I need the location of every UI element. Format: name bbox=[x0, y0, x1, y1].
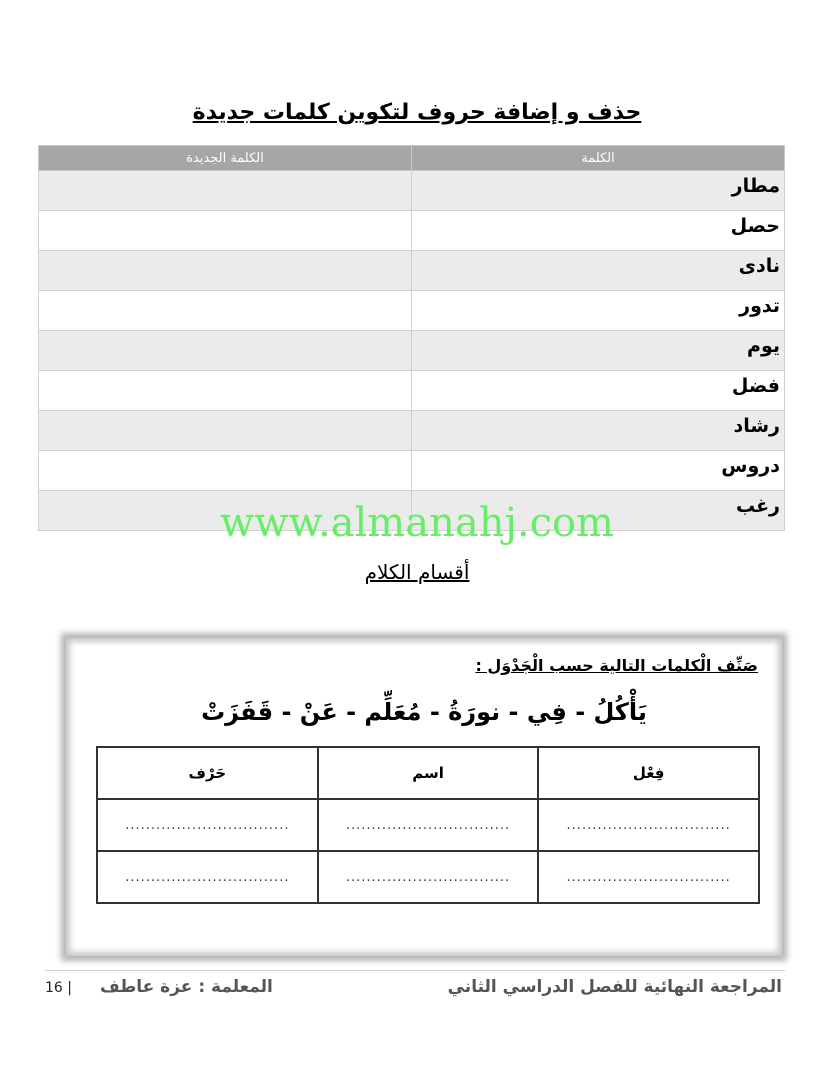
table-row bbox=[39, 331, 785, 371]
blank-cell[interactable]: ................................ bbox=[538, 799, 759, 851]
blank-cell[interactable]: ................................ bbox=[538, 851, 759, 903]
footer-divider bbox=[45, 970, 785, 971]
column-header-noun: اسم bbox=[318, 747, 539, 799]
new-word-cell[interactable] bbox=[39, 291, 412, 331]
word-cell: يوم bbox=[412, 331, 785, 371]
word-cell: دروس bbox=[412, 451, 785, 491]
word-cell: رشاد bbox=[412, 411, 785, 451]
word-cell: مطار bbox=[412, 171, 785, 211]
new-word-cell[interactable] bbox=[39, 251, 412, 291]
column-header-new-word: الكلمة الجديدة bbox=[39, 146, 412, 171]
table-row bbox=[39, 451, 785, 491]
word-cell: رغب bbox=[412, 491, 785, 531]
table-row bbox=[97, 851, 759, 903]
column-header-verb: فِعْل bbox=[538, 747, 759, 799]
new-word-cell[interactable] bbox=[39, 211, 412, 251]
table-row bbox=[39, 211, 785, 251]
footer-review-title: المراجعة النهائية للفصل الدراسي الثاني bbox=[447, 977, 782, 997]
new-word-cell[interactable] bbox=[39, 411, 412, 451]
column-header-letter: حَرْف bbox=[97, 747, 318, 799]
table-row bbox=[97, 799, 759, 851]
blank-cell[interactable]: ................................ bbox=[97, 799, 318, 851]
blank-cell[interactable]: ................................ bbox=[318, 851, 539, 903]
table-row bbox=[39, 411, 785, 451]
section-title-delete-add-letters: حذف و إضافة حروف لتكوين كلمات جديدة bbox=[192, 100, 642, 125]
new-word-cell[interactable] bbox=[39, 331, 412, 371]
exercise-image bbox=[76, 646, 772, 946]
table-row bbox=[39, 171, 785, 211]
classification-table bbox=[96, 746, 760, 904]
table-row bbox=[39, 291, 785, 331]
section-title-parts-of-speech: أقسام الكلام bbox=[364, 560, 470, 584]
word-cell: تدور bbox=[412, 291, 785, 331]
word-list: يَأْكُلُ - فِي - نورَةُ - مُعَلِّم - عَنْ - قَفَزَتْ bbox=[201, 698, 647, 726]
words-table bbox=[38, 145, 785, 531]
word-cell: نادى bbox=[412, 251, 785, 291]
table-row bbox=[39, 251, 785, 291]
word-cell: فضل bbox=[412, 371, 785, 411]
footer-teacher: المعلمة : عزة عاطف bbox=[100, 977, 273, 997]
word-cell: حصل bbox=[412, 211, 785, 251]
table-row bbox=[39, 371, 785, 411]
new-word-cell[interactable] bbox=[39, 451, 412, 491]
new-word-cell[interactable] bbox=[39, 171, 412, 211]
column-header-word: الكلمة bbox=[412, 146, 785, 171]
new-word-cell[interactable] bbox=[39, 371, 412, 411]
watermark: www.almanahj.com bbox=[219, 500, 614, 546]
blank-cell[interactable]: ................................ bbox=[97, 851, 318, 903]
exercise-instruction: صَنِّف الْكلمات التالية حسب الْجَدْوَل : bbox=[475, 656, 758, 675]
blank-cell[interactable]: ................................ bbox=[318, 799, 539, 851]
page-number: 16 | bbox=[45, 980, 72, 996]
